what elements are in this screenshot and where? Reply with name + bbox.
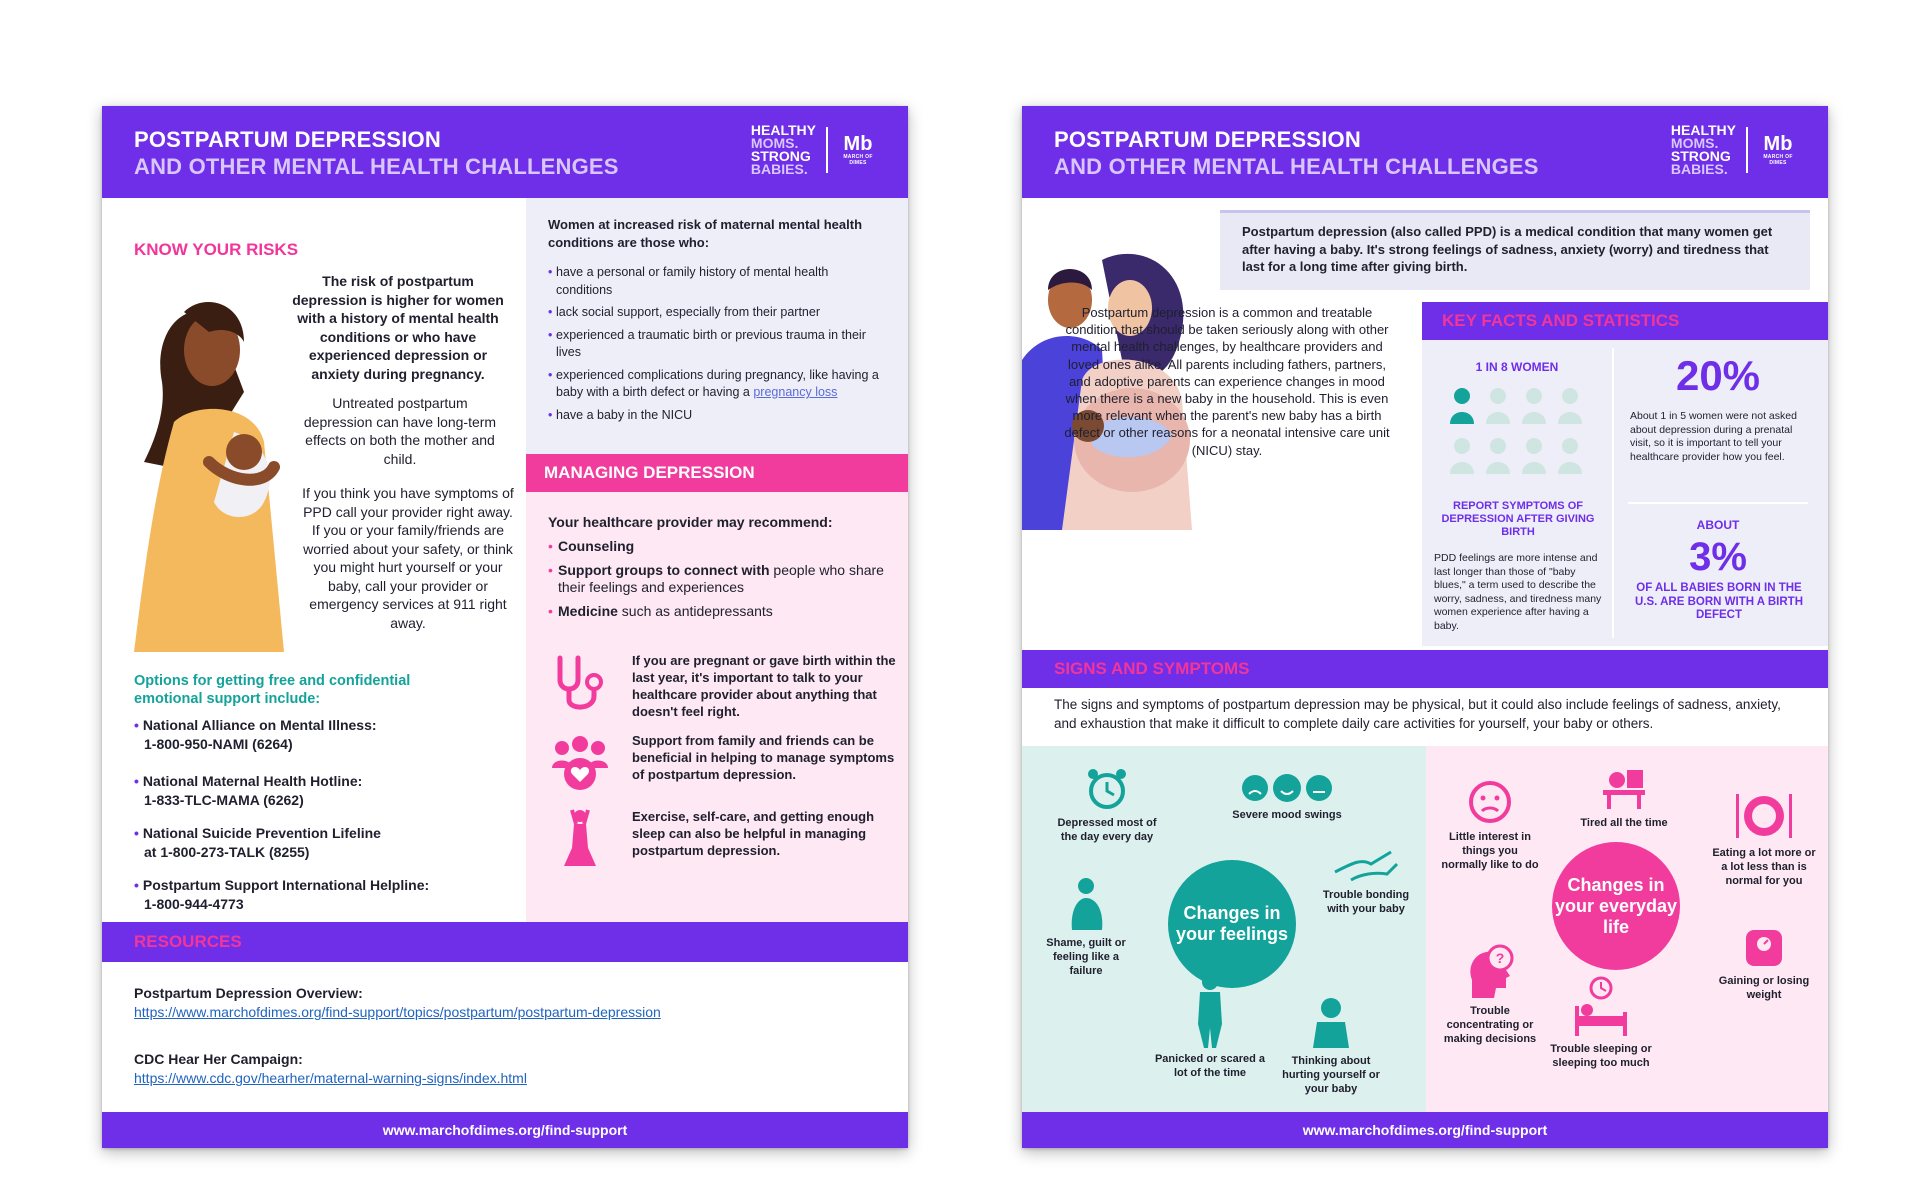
baby-icon (1309, 996, 1353, 1050)
recommend-list (548, 538, 888, 627)
recommend-heading: Your healthcare provider may recommend: (548, 514, 833, 530)
list-item: • have a personal or family history of mental health conditions (548, 264, 888, 299)
scale-icon (1742, 926, 1786, 970)
symptom-eating: Eating a lot more or a lot less than is normal for you (1708, 790, 1820, 888)
stethoscope-icon (548, 652, 612, 716)
panicked-person-icon (1190, 972, 1230, 1048)
list-item: • lack social support, especially from their partner (548, 304, 888, 322)
flyer-page-1 (102, 106, 908, 1148)
untreated-text: Untreated postpartum depression can have long-term effects on both the mother and child. (303, 395, 497, 467)
hands-icon (1331, 844, 1401, 884)
ppd-feelings-text: PDD feelings are more intense and last longer than those of "baby blues," a term used to describe the worry, sadness, and tiredness many women experience after having a baby. (1434, 552, 1602, 632)
tip-family-support: Support from family and friends can be beneficial in helping to manage symptoms of postpartum depression. (548, 732, 898, 796)
know-your-risks-heading: KNOW YOUR RISKS (134, 240, 299, 259)
symptom-hurting: Thinking about hurting yourself or your baby (1276, 996, 1386, 1096)
resource-link[interactable]: https://www.cdc.gov/hearher/maternal-warning-signs/index.html (134, 1070, 527, 1086)
mother-holding-baby-illustration (114, 272, 294, 662)
footer-url: www.marchofdimes.org/find-support (1022, 1112, 1828, 1148)
brand-logo: HEALTHY MOMS. STRONG BABIES. Mb MARCH OF DIMES (751, 124, 878, 176)
about-label: ABOUT (1696, 518, 1740, 532)
ppd-description: Postpartum depression is a common and treatable condition that should be taken seriously along with other mental health challenges, by healthcare providers and loved ones alike. All parents including fathers, partners, and adoptive parents can experience changes in mood when there is a new baby in the household. This is even more relevant when the parent's new baby has a birth defect or other reasons for a neonatal intensive care unit (NICU) stay. (1064, 305, 1390, 458)
signs-description: The signs and symptoms of postpartum depression may be physical, but it could also include feelings of sadness, anxiety, and exhaustion that make it difficult to complete daily care activities for yourself, your baby or others. (1054, 697, 1781, 731)
svg-text:?: ? (1495, 950, 1505, 966)
march-of-dimes-logo: Mb MARCH OF DIMES (1763, 133, 1793, 166)
family-support-icon (548, 732, 612, 796)
symptom-sleeping: Trouble sleeping or sleeping too much (1536, 976, 1666, 1070)
pregnancy-loss-link[interactable]: pregnancy loss (753, 385, 838, 399)
page-title: POSTPARTUM DEPRESSION AND OTHER MENTAL HEALTH CHALLENGES (134, 127, 619, 179)
page-title: POSTPARTUM DEPRESSION AND OTHER MENTAL HEALTH CHALLENGES (1054, 127, 1539, 179)
report-symptoms-label: REPORT SYMPTOMS OF DEPRESSION AFTER GIVING BIRTH (1441, 500, 1595, 538)
symptom-bonding: Trouble bonding with your baby (1314, 844, 1418, 916)
sitting-person-icon (1064, 876, 1108, 932)
brand-logo: HEALTHY MOMS. STRONG BABIES. Mb MARCH OF DIMES (1671, 124, 1798, 176)
key-facts-heading: KEY FACTS AND STATISTICS (1422, 302, 1828, 340)
hotline-item: • National Alliance on Mental Illness: 1-800-950-NAMI (6264) (134, 717, 377, 752)
call-provider-text: If you think you have symptoms of PPD call your provider right away. If you or your family/friends are worried about your safety, or think you might hurt yourself or your baby, call your provider or emergency services at 911 right away. (302, 485, 514, 631)
resource-link[interactable]: https://www.marchofdimes.org/find-support/topics/postpartum/postpartum-depression (134, 1004, 661, 1020)
increased-risk-heading: Women at increased risk of maternal mental health conditions are those who: (548, 217, 863, 250)
resource-item: Postpartum Depression Overview: https://www.marchofdimes.org/find-support/topics/postpartum/postpartum-depression (134, 985, 661, 1020)
sad-face-icon (1466, 778, 1514, 826)
symptom-panicked: Panicked or scared a lot of the time (1150, 972, 1270, 1080)
symptom-concentrating: ? Trouble concentrating or making decisions (1438, 944, 1542, 1046)
yoga-pose-icon (548, 808, 612, 872)
hotline-item: • Postpartum Support International Helpline: 1-800-944-4773 (134, 877, 430, 912)
risk-intro-text: The risk of postpartum depression is higher for women with a history of mental health conditions or who have experienced depression or anxiety during pregnancy. (292, 273, 504, 382)
twenty-percent-stat: 20% (1675, 352, 1761, 399)
symptom-depressed: Depressed most of the day every day (1052, 766, 1162, 844)
tired-desk-icon (1599, 762, 1649, 812)
plate-utensils-icon (1732, 790, 1796, 842)
list-item: • Support groups to connect with people who share their feelings and experiences (548, 562, 888, 596)
flyer-page-2 (1022, 106, 1828, 1148)
birth-defect-label: OF ALL BABIES BORN IN THE U.S. ARE BORN WITH A BIRTH DEFECT (1634, 582, 1804, 621)
symptom-little-interest: Little interest in things you normally like to do (1438, 778, 1542, 872)
list-item: • have a baby in the NICU (548, 407, 888, 425)
everyday-life-panel (1426, 746, 1828, 1112)
symptom-shame: Shame, guilt or feeling like a failure (1036, 876, 1136, 978)
symptom-mood-swings: Severe mood swings (1232, 772, 1342, 822)
everyday-life-circle: Changes in your everyday life (1552, 842, 1680, 970)
women-icon-grid (1444, 384, 1590, 482)
signs-symptoms-heading: SIGNS AND SYMPTOMS (1022, 650, 1828, 688)
symptom-tired: Tired all the time (1576, 762, 1672, 830)
tip-self-care: Exercise, self-care, and getting enough sleep can also be helpful in managing postpartum depression. (548, 808, 898, 872)
page-header (1022, 106, 1828, 198)
one-in-eight-label: 1 IN 8 WOMEN (1475, 360, 1559, 374)
bed-clock-icon (1571, 976, 1631, 1038)
alarm-clock-icon (1084, 766, 1130, 812)
hotline-item: • National Maternal Health Hotline: 1-833-TLC-MAMA (6262) (134, 773, 363, 808)
risk-factor-list (548, 264, 888, 429)
page-header (102, 106, 908, 198)
ppd-definition: Postpartum depression (also called PPD) is a medical condition that many women get after having a baby. It's strong feelings of sadness, anxiety (worry) and tiredness that last for a long time after giving birth. (1220, 210, 1810, 290)
key-facts-panel (1422, 302, 1828, 646)
mood-faces-icon (1239, 772, 1335, 804)
feelings-circle: Changes in your feelings (1168, 860, 1296, 988)
resource-item: CDC Hear Her Campaign: https://www.cdc.gov/hearher/maternal-warning-signs/index.html (134, 1051, 527, 1086)
tip-provider: If you are pregnant or gave birth within the last year, it's important to talk to your healthcare provider about anything that doesn't feel right. (548, 652, 898, 720)
support-options-heading: Options for getting free and confidential emotional support include: (134, 673, 411, 707)
question-head-icon (1462, 944, 1518, 1000)
list-item: • experienced complications during pregnancy, like having a baby with a birth defect or having a pregnancy loss (548, 367, 888, 402)
resources-heading: RESOURCES (102, 922, 908, 962)
three-percent-stat: 3% (1689, 535, 1747, 579)
list-item: • experienced a traumatic birth or previous trauma in their lives (548, 327, 888, 362)
footer-url: www.marchofdimes.org/find-support (102, 1112, 908, 1148)
list-item: • Medicine such as antidepressants (548, 603, 888, 620)
list-item: • Counseling (548, 538, 888, 555)
march-of-dimes-logo: Mb MARCH OF DIMES (843, 133, 873, 166)
hotline-item: • National Suicide Prevention Lifeline at 1-800-273-TALK (8255) (134, 825, 381, 860)
twenty-percent-text: About 1 in 5 women were not asked about depression during a prenatal visit, so it is important to tell your healthcare provider how you feel. (1630, 410, 1797, 463)
symptom-weight: Gaining or losing weight (1716, 926, 1812, 1002)
feelings-panel (1022, 746, 1426, 1112)
managing-depression-heading: MANAGING DEPRESSION (526, 454, 908, 492)
